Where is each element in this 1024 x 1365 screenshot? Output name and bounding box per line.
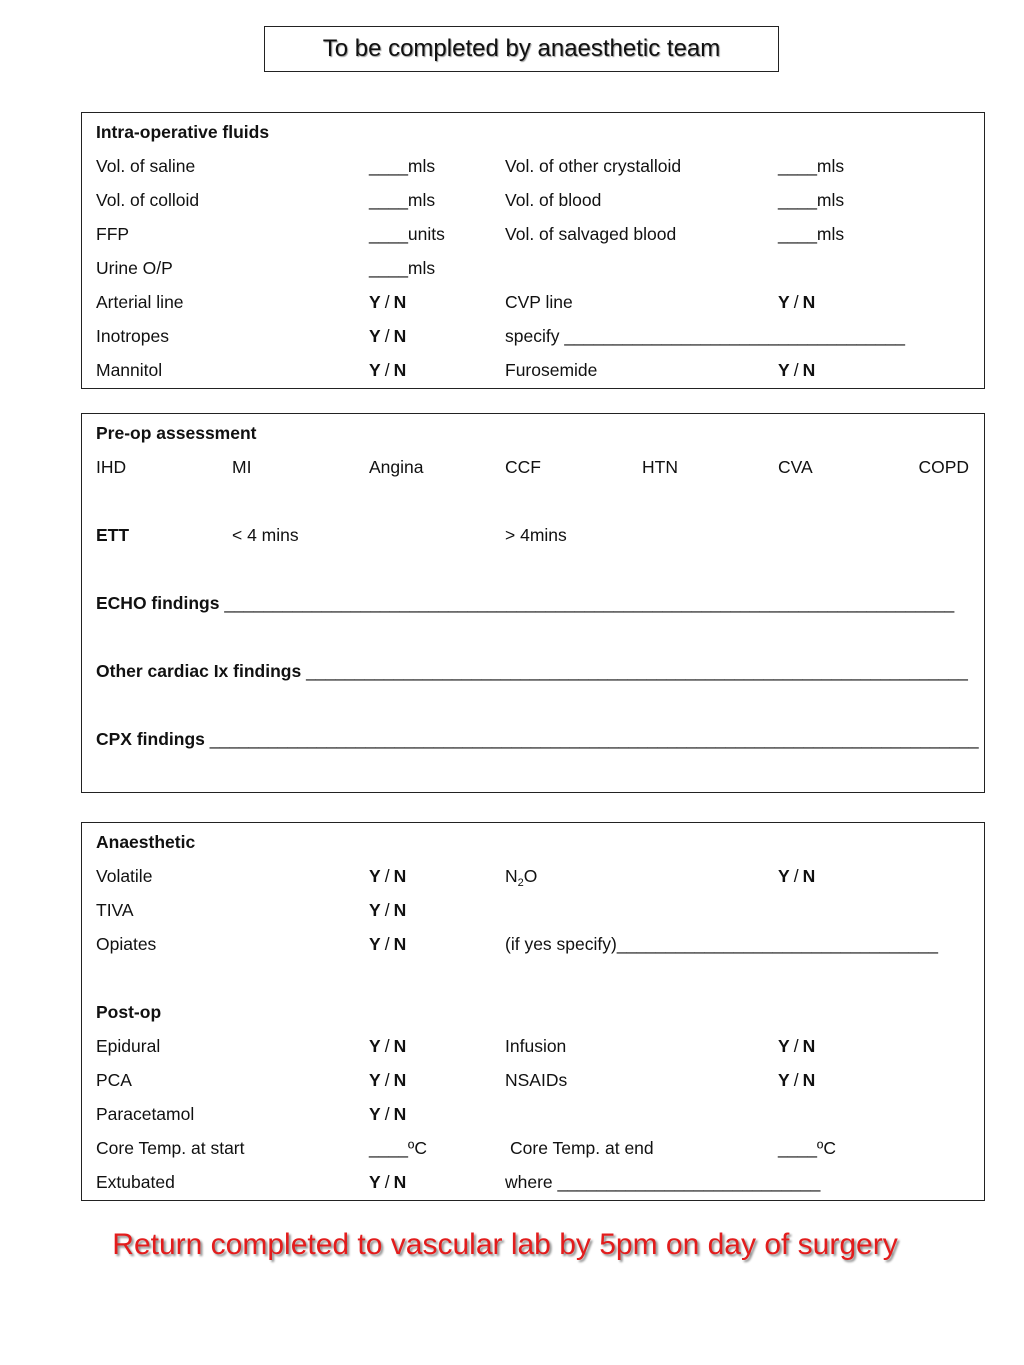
no-option[interactable]: N: [802, 866, 816, 886]
infusion-label: Infusion: [505, 1036, 567, 1056]
no-option[interactable]: N: [393, 866, 407, 886]
opiates-yn[interactable]: [369, 932, 406, 956]
yes-option[interactable]: Y: [778, 866, 790, 886]
n2o-subscript: 2: [517, 877, 524, 889]
ett-over-4-option[interactable]: > 4mins: [505, 525, 567, 545]
no-option[interactable]: N: [802, 1070, 816, 1090]
condition-angina[interactable]: Angina: [369, 457, 424, 477]
cardiac-findings-label: Other cardiac Ix findings: [96, 661, 302, 681]
arterial-line-yn[interactable]: [369, 290, 406, 314]
volatile-label: Volatile: [96, 866, 153, 886]
yes-option[interactable]: Y: [369, 866, 381, 886]
n2o-o: O: [523, 866, 538, 886]
salvaged-blood-label: Vol. of salvaged blood: [505, 224, 677, 244]
salvaged-blood-field[interactable]: ____mls: [778, 224, 845, 244]
cpx-findings-label: CPX findings: [96, 729, 205, 749]
form-title-box: [264, 26, 779, 72]
yn-separator: /: [793, 292, 799, 312]
postop-heading: Post-op: [96, 1002, 162, 1022]
yn-separator: /: [384, 934, 390, 954]
no-option[interactable]: N: [802, 1036, 816, 1056]
intraop-fluids-section: [81, 112, 985, 389]
ett-label: ETT: [96, 525, 130, 545]
paracetamol-yn[interactable]: [369, 1102, 406, 1126]
urine-output-label: Urine O/P: [96, 258, 173, 278]
core-temp-end-label: Core Temp. at end: [510, 1138, 654, 1158]
no-option[interactable]: N: [393, 1104, 407, 1124]
urine-output-field[interactable]: ____mls: [369, 258, 436, 278]
extubated-where-field[interactable]: where ___________________________: [505, 1172, 821, 1192]
ett-under-4-option[interactable]: < 4 mins: [232, 525, 299, 545]
no-option[interactable]: N: [393, 1036, 407, 1056]
no-option[interactable]: N: [393, 360, 407, 380]
condition-mi[interactable]: MI: [232, 457, 252, 477]
condition-ihd[interactable]: IHD: [96, 457, 127, 477]
saline-field[interactable]: ____mls: [369, 156, 436, 176]
yes-option[interactable]: Y: [369, 360, 381, 380]
inotropes-specify-field[interactable]: specify ___________________________________: [505, 326, 905, 346]
yn-separator: /: [384, 1172, 390, 1192]
opiates-specify-field[interactable]: (if yes specify)_________________________________: [505, 934, 939, 954]
pca-yn[interactable]: [369, 1068, 406, 1092]
extubated-label: Extubated: [96, 1172, 175, 1192]
section-heading: Intra-operative fluids: [96, 122, 270, 142]
no-option[interactable]: N: [393, 1070, 407, 1090]
blood-label: Vol. of blood: [505, 190, 602, 210]
nsaids-yn[interactable]: [778, 1068, 815, 1092]
opiates-label: Opiates: [96, 934, 157, 954]
echo-findings-label: ECHO findings: [96, 593, 220, 613]
yn-separator: /: [384, 360, 390, 380]
return-instruction: Return completed to vascular lab by 5pm on day of surgery: [112, 1228, 898, 1261]
n2o-label: [505, 864, 537, 888]
yes-option[interactable]: Y: [369, 292, 381, 312]
condition-copd[interactable]: COPD: [918, 457, 969, 477]
form-title: To be completed by anaesthetic team: [322, 35, 721, 62]
yn-separator: /: [793, 866, 799, 886]
yes-option[interactable]: Y: [369, 326, 381, 346]
yes-option[interactable]: Y: [369, 1070, 381, 1090]
infusion-yn[interactable]: [778, 1034, 815, 1058]
condition-htn[interactable]: HTN: [642, 457, 678, 477]
colloid-label: Vol. of colloid: [96, 190, 200, 210]
yn-separator: /: [384, 326, 390, 346]
anaesthetic-section: [81, 822, 985, 1201]
cpx-findings-field[interactable]: _______________________________________________________________________________: [204, 729, 979, 749]
arterial-line-label: Arterial line: [96, 292, 184, 312]
yes-option[interactable]: Y: [369, 1172, 381, 1192]
paracetamol-label: Paracetamol: [96, 1104, 195, 1124]
inotropes-yn[interactable]: [369, 324, 406, 348]
yes-option[interactable]: Y: [778, 1036, 790, 1056]
pca-label: PCA: [96, 1070, 132, 1090]
yes-option[interactable]: Y: [369, 1036, 381, 1056]
yn-separator: /: [384, 1104, 390, 1124]
preop-assessment-section: [81, 413, 985, 793]
no-option[interactable]: N: [393, 292, 407, 312]
yn-separator: /: [793, 360, 799, 380]
yes-option[interactable]: Y: [778, 292, 790, 312]
section-heading: Anaesthetic: [96, 832, 196, 852]
n2o-yn[interactable]: [778, 864, 815, 888]
blood-field[interactable]: ____mls: [778, 190, 845, 210]
yn-separator: /: [384, 900, 390, 920]
mannitol-yn[interactable]: [369, 358, 406, 382]
extubated-yn[interactable]: [369, 1170, 406, 1194]
yn-separator: /: [384, 1036, 390, 1056]
cvp-line-yn[interactable]: [778, 290, 815, 314]
yes-option[interactable]: Y: [778, 360, 790, 380]
condition-ccf[interactable]: CCF: [505, 457, 541, 477]
furosemide-yn[interactable]: [778, 358, 815, 382]
cvp-line-label: CVP line: [505, 292, 573, 312]
core-temp-start-field[interactable]: ____ºC: [369, 1138, 427, 1158]
section-heading: Pre-op assessment: [96, 423, 257, 443]
no-option[interactable]: N: [802, 292, 816, 312]
core-temp-end-field[interactable]: ____ºC: [778, 1138, 836, 1158]
volatile-yn[interactable]: [369, 864, 406, 888]
cardiac-findings-field[interactable]: ____________________________________________________________________: [301, 661, 968, 681]
no-option[interactable]: N: [393, 326, 407, 346]
no-option[interactable]: N: [393, 900, 407, 920]
tiva-yn[interactable]: [369, 898, 406, 922]
saline-label: Vol. of saline: [96, 156, 196, 176]
yes-option[interactable]: Y: [369, 934, 381, 954]
condition-cva[interactable]: CVA: [778, 457, 813, 477]
yes-option[interactable]: Y: [369, 1104, 381, 1124]
echo-findings-field[interactable]: ___________________________________________________________________________: [219, 593, 955, 613]
ffp-field[interactable]: ____units: [369, 224, 445, 244]
crystalloid-label: Vol. of other crystalloid: [505, 156, 682, 176]
nsaids-label: NSAIDs: [505, 1070, 568, 1090]
ffp-label: FFP: [96, 224, 130, 244]
yn-separator: /: [793, 1070, 799, 1090]
tiva-label: TIVA: [96, 900, 134, 920]
epidural-yn[interactable]: [369, 1034, 406, 1058]
no-option[interactable]: N: [393, 934, 407, 954]
n2o-n: N: [505, 866, 518, 886]
yn-separator: /: [384, 292, 390, 312]
yn-separator: /: [793, 1036, 799, 1056]
no-option[interactable]: N: [393, 1172, 407, 1192]
mannitol-label: Mannitol: [96, 360, 163, 380]
core-temp-start-label: Core Temp. at start: [96, 1138, 245, 1158]
no-option[interactable]: N: [802, 360, 816, 380]
yn-separator: /: [384, 1070, 390, 1090]
furosemide-label: Furosemide: [505, 360, 598, 380]
yes-option[interactable]: Y: [778, 1070, 790, 1090]
yes-option[interactable]: Y: [369, 900, 381, 920]
crystalloid-field[interactable]: ____mls: [778, 156, 845, 176]
epidural-label: Epidural: [96, 1036, 161, 1056]
inotropes-label: Inotropes: [96, 326, 169, 346]
colloid-field[interactable]: ____mls: [369, 190, 436, 210]
yn-separator: /: [384, 866, 390, 886]
